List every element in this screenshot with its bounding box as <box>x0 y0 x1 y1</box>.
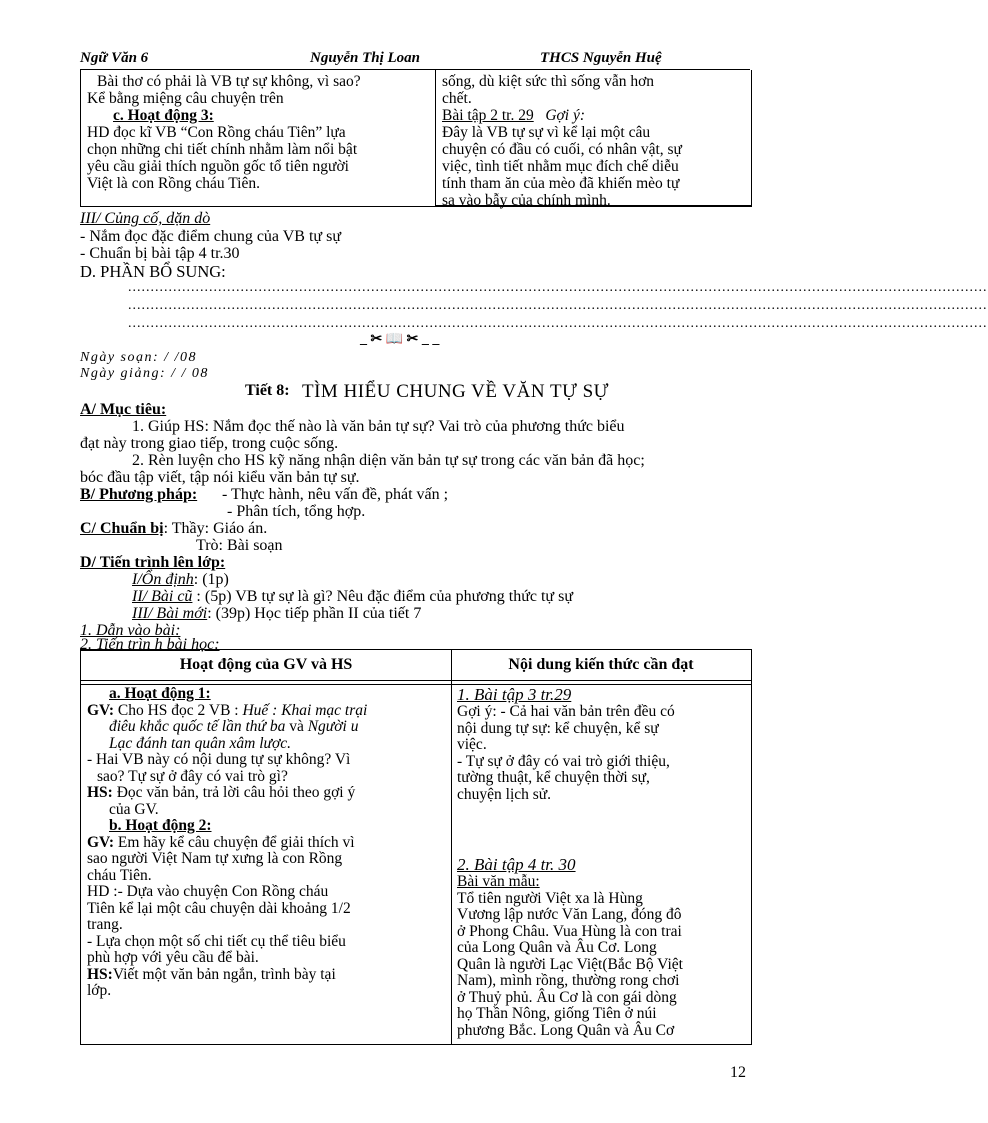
text-line: HD đọc kĩ VB “Con Rồng cháu Tiên” lựa <box>87 124 346 141</box>
objective-line: 1. Giúp HS: Nắm đọc thế nào là văn bản tự sự? Vai trò của phương thức biểu <box>132 418 625 435</box>
procedure-heading: D/ Tiến trình lên lớp: <box>80 554 226 571</box>
exercise-3-line: - Tự sự ở đây có vai trò giới thiệu, <box>457 752 670 770</box>
step-new-lesson-label: III/ Bài mới <box>132 605 208 622</box>
activity-1-heading: a. Hoạt động 1: <box>109 685 211 702</box>
exercise-2-label: Bài tập 2 tr. 29 <box>442 107 534 124</box>
objective-line: đạt này trong giao tiếp, trong cuộc sống. <box>80 435 339 452</box>
exercise-3-line: nội dung tự sự: kể chuyện, kể sự <box>457 719 659 737</box>
question-line: sao? Tự sự ở đây có vai trò gì? <box>97 767 288 785</box>
gv-text-cont: sao người Việt Nam tự xưng là con Rồng <box>87 850 343 867</box>
gv-text: Cho HS đọc 2 VB : <box>114 701 243 719</box>
method-item: - Thực hành, nêu vấn đề, phát vấn ; <box>222 486 449 503</box>
sample-essay-line: họ Thần Nông, giống Tiên ở núi <box>457 1005 657 1022</box>
exercise-3-line: việc. <box>457 736 487 753</box>
step-stabilize-text: : (1p) <box>193 571 229 588</box>
sample-essay-line: ở Phong Châu. Vua Hùng là con trai <box>457 922 682 940</box>
objective-line: 2. Rèn luyện cho HS kỹ năng nhận diện văn bản tự sự trong các văn bản đã học; <box>132 452 645 469</box>
text-line: Kể bằng miệng câu chuyện trên <box>87 90 284 107</box>
sample-essay-line: phương Bắc. Long Quân và Âu Cơ <box>457 1021 675 1039</box>
gv-label: GV: <box>87 833 114 851</box>
header-school: THCS Nguyễn Huệ <box>540 50 662 66</box>
teach-date: Ngày giảng: / / 08 <box>80 366 209 381</box>
header-subject: Ngữ Văn 6 <box>80 50 149 66</box>
text-line: Đây là VB tự sự vì kể lại một câu <box>442 124 651 141</box>
page-number: 12 <box>730 1064 746 1081</box>
activities-cell <box>87 686 447 1000</box>
dotted-line: ............................................................................................................................................................................................... <box>128 280 988 295</box>
column-header-activities: Hoạt động của GV và HS <box>179 656 353 673</box>
exercise-3-heading: 1. Bài tập 3 tr.29 <box>457 685 572 704</box>
content-cell-exercise-3 <box>457 686 745 803</box>
continuation-table <box>80 70 752 207</box>
hs-text-cont: của GV. <box>109 800 159 818</box>
consolidation-item: - Nắm đọc đặc điểm chung của VB tự sự <box>80 228 341 245</box>
supplement-heading: D. PHẦN BỔ SUNG: <box>80 262 226 281</box>
column-header-content: Nội dung kiến thức cần đạt <box>508 656 694 673</box>
preparation-teacher: : Thầy: Giáo án. <box>163 520 268 537</box>
lesson-process-heading: 2. Tiến trìn h bài học: <box>80 636 220 653</box>
gv-text-cont: cháu Tiên. <box>87 866 152 884</box>
step-new-lesson-text: : (39p) Học tiếp phần II của tiết 7 <box>207 605 422 622</box>
sample-essay-line: ở Thuỷ phủ. Âu Cơ là con gái dòng <box>457 988 677 1006</box>
hint-label: Gợi ý: <box>545 107 586 124</box>
text-line: Bài thơ có phải là VB tự sự không, vì sao? <box>97 73 361 90</box>
dotted-line: ............................................................................................................................................................................................... <box>128 298 988 313</box>
lesson-title: TÌM HIỂU CHUNG VỀ VĂN TỰ SỰ <box>302 381 609 402</box>
hs-label: HS: <box>87 965 113 983</box>
exercise-3-line: Gợi ý: - Cả hai văn bản trên đều có <box>457 703 675 720</box>
activities-table <box>80 649 752 1045</box>
intro-heading: 1. Dẫn vào bài: <box>80 622 181 639</box>
exercise-3-line: tường thuật, kể chuyện thời sự, <box>457 769 650 786</box>
gv-text: Em hãy kể câu chuyện để giải thích vì <box>114 833 355 851</box>
preparation-student: Trò: Bài soạn <box>196 537 283 554</box>
sample-essay-line: Tổ tiên người Việt xa là Hùng <box>457 889 643 907</box>
step-review-text: : (5p) VB tự sự là gì? Nêu đặc điểm của phương thức tự sự <box>192 588 573 605</box>
exercise-4-heading: 2. Bài tập 4 tr. 30 <box>457 855 576 874</box>
hs-text-cont: lớp. <box>87 982 112 999</box>
question-line: - Hai VB này có nội dung tự sự không? Vì <box>87 751 351 768</box>
consolidation-item: - Chuẩn bị bài tập 4 tr.30 <box>80 245 240 262</box>
text-line: chọn những chi tiết chính nhằm làm nổi bật <box>87 141 358 158</box>
column-divider <box>451 650 452 1044</box>
guide-line: phù hợp với yêu cầu để bài. <box>87 949 259 966</box>
text-line: tính tham ăn của mèo đã khiến mèo tự <box>442 175 680 192</box>
consolidation-heading: III/ Củng cố, dặn dò <box>80 210 211 227</box>
guide-line: HD :- Dựa vào chuyện Con Rồng cháu <box>87 883 329 900</box>
methods-heading: B/ Phương pháp: <box>80 486 198 503</box>
sample-essay-line: Vương lập nước Văn Lang, đóng đô <box>457 906 682 923</box>
sample-essay-line: Nam), mình rồng, thường rong chơi <box>457 972 680 989</box>
guide-line: trang. <box>87 916 123 933</box>
exercise-3-line: chuyện lịch sử. <box>457 785 552 803</box>
header-author: Nguyễn Thị Loan <box>310 50 421 66</box>
step-review-label: II/ Bài cũ <box>132 588 193 605</box>
hs-text: Viết một văn bản ngắn, trình bày tại <box>112 965 336 983</box>
text-line: yêu cầu giải thích nguồn gốc tổ tiên người <box>87 158 349 175</box>
hs-label: HS: <box>87 784 113 801</box>
text-line: việc, tình tiết nhằm mục đích chế diễu <box>442 158 679 175</box>
table-bottom-border <box>435 205 751 206</box>
hs-text: Đọc văn bản, trả lời câu hỏi theo gợi ý <box>112 784 356 801</box>
text-line: Việt là con Rồng cháu Tiên. <box>87 175 260 192</box>
text-line: chuyện có đầu có cuối, có nhân vật, sự <box>442 141 682 158</box>
divider-ornament: _ ✂ 📖 ✂ _ _ <box>360 332 440 347</box>
text-title-2-cont: Lạc đánh tan quân xâm lược. <box>109 734 292 752</box>
gv-label: GV: <box>87 701 114 719</box>
activity-2-heading: b. Hoạt động 2: <box>109 817 212 834</box>
objectives-heading: A/ Mục tiêu: <box>80 401 167 418</box>
method-item: - Phân tích, tổng hợp. <box>227 503 366 520</box>
step-stabilize-label: I/Ổn định <box>132 571 194 588</box>
table-header-row <box>81 650 751 681</box>
objective-line: bóc đầu tập viết, tập nói kiểu văn bản tự sự. <box>80 469 360 486</box>
continuation-left-cell <box>81 70 435 206</box>
sample-essay-label: Bài văn mẫu: <box>457 873 540 890</box>
conjunction: và <box>285 718 308 735</box>
sample-essay-line: Quân là người Lạc Việt(Bắc Bộ Việt <box>457 955 683 973</box>
text-title-2: Người u <box>307 718 359 735</box>
text-line: sa vào bẫy của chính mình. <box>442 192 611 209</box>
prep-date: Ngày soạn: / /08 <box>80 350 197 365</box>
text-line: chết. <box>442 90 472 107</box>
text-title-1-cont: điêu khắc quốc tế lần thứ ba <box>109 718 286 735</box>
lesson-number: Tiết 8: <box>245 382 290 399</box>
guide-line: - Lựa chọn một số chi tiết cụ thể tiêu biểu <box>87 932 346 950</box>
text-line: sống, dù kiệt sức thì sống vẫn hơn <box>442 73 655 90</box>
activity-3-heading: c. Hoạt động 3: <box>113 107 214 124</box>
text-title-1: Huế : Khai mạc trại <box>242 701 368 719</box>
sample-essay-line: của Long Quân và Âu Cơ. Long <box>457 939 657 956</box>
dotted-line: ............................................................................................................................................................................................... <box>128 316 988 331</box>
guide-line: Tiên kể lại một câu chuyện dài khoảng 1/2 <box>87 899 351 917</box>
content-cell-exercise-4 <box>457 856 745 1039</box>
continuation-right-cell <box>435 70 751 209</box>
preparation-heading: C/ Chuẩn bị <box>80 520 164 537</box>
